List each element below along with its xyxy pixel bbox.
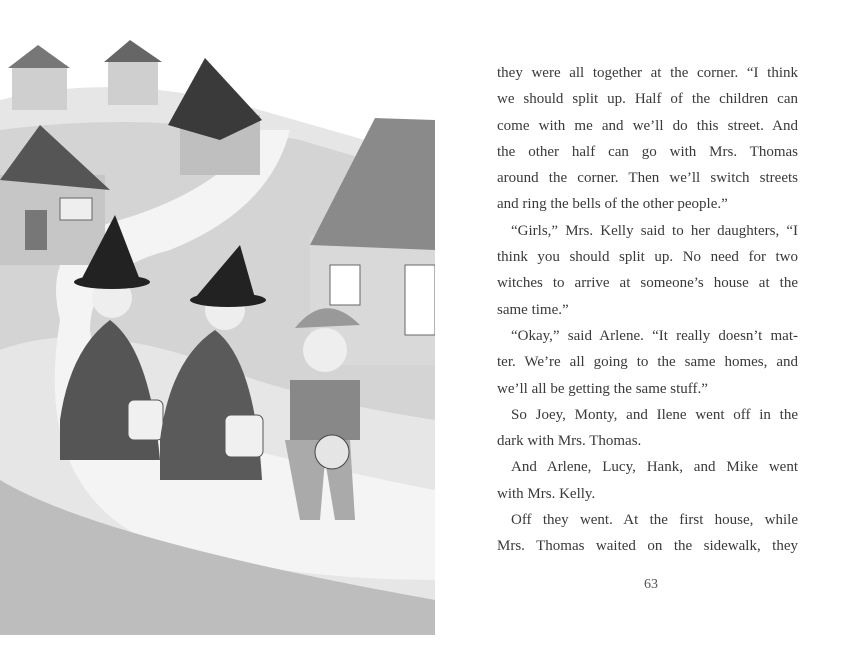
text-line: the other half can go with Mrs. Thomas (497, 143, 798, 160)
text-line: think you should split up. No need for two (497, 249, 798, 266)
text-line: Mrs. Thomas waited on the sidewalk, they (497, 538, 798, 555)
text-line: witches to arrive at someone’s house at the (497, 275, 798, 292)
text-line: and ring the bells of the other people.” (497, 196, 728, 213)
page-text (497, 60, 798, 560)
page-number: 63 (644, 577, 658, 592)
text-line: “Girls,” Mrs. Kelly said to her daughters, “I (511, 222, 798, 239)
illustration-trick-or-treaters (0, 20, 435, 635)
text-line: ter. We’re all going to the same homes, and (497, 354, 798, 371)
text-line: dark with Mrs. Thomas. (497, 433, 642, 450)
text-line: “Okay,” said Arlene. “It really doesn’t mat- (511, 327, 798, 344)
text-line: Off they went. At the first house, while (511, 512, 798, 529)
text-line: we should split up. Half of the children can (497, 91, 798, 108)
text-line: come with me and we’ll do this street. And (497, 117, 798, 134)
text-line: they were all together at the corner. “I think (497, 65, 798, 81)
text-line: around the corner. Then we’ll switch streets (497, 170, 798, 187)
text-line: And Arlene, Lucy, Hank, and Mike went (511, 459, 798, 476)
text-line: same time.” (497, 301, 569, 318)
text-line: we’ll all be getting the same stuff.” (497, 380, 708, 397)
text-line: with Mrs. Kelly. (497, 485, 596, 502)
text-line: So Joey, Monty, and Ilene went off in the (511, 406, 798, 423)
